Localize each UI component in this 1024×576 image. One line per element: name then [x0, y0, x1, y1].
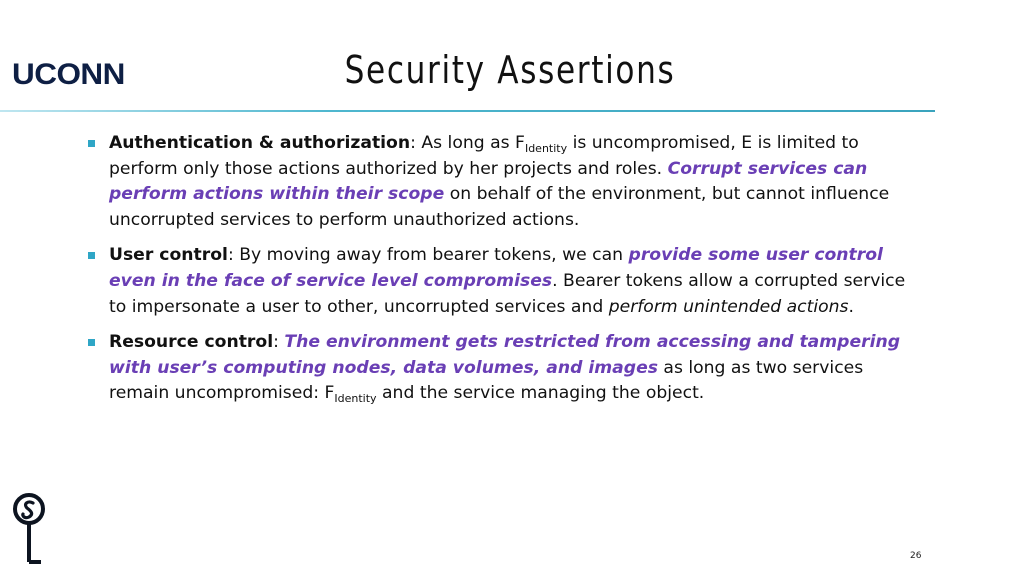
highlight-text: Corrupt services can perform actions within their scope	[109, 158, 868, 205]
bullet-lead: User control	[109, 245, 228, 266]
italic-text: perform unintended actions	[608, 296, 849, 317]
bullet-text: By moving away from bearer tokens, we can	[239, 245, 629, 266]
slide-body	[88, 131, 918, 417]
subscript: Identity	[334, 392, 377, 406]
highlight-text: provide some user control even in the face of service level compromises	[109, 245, 883, 291]
bullet-lead: Authentication & authorization	[109, 133, 411, 153]
bullet-text: As long as F	[421, 133, 525, 153]
bullet-text: as long as two services remain uncompromised: F	[109, 357, 864, 404]
title-divider	[0, 110, 935, 112]
square-bullet-icon	[88, 140, 95, 147]
slide-title: Security Assertions	[344, 48, 676, 92]
bullet-text: on behalf of the environment, but cannot influence uncorrupted services to perform unauthorized actions.	[109, 184, 890, 230]
square-bullet-icon	[88, 252, 95, 259]
bullet-lead: Resource control	[109, 332, 274, 353]
bullet-text: is uncompromised, E is limited to perform only those actions authorized by her projects and roles.	[109, 133, 859, 179]
bullet-text: . Bearer tokens allow a corrupted service to impersonate a user to other, uncorrupted services and	[109, 270, 906, 317]
bullet-separator: :	[410, 133, 422, 153]
bullet-authentication	[88, 131, 918, 233]
square-bullet-icon	[88, 339, 95, 346]
bullet-separator: :	[273, 332, 285, 353]
page-number: 26	[910, 551, 922, 561]
bullet-user-control	[88, 243, 918, 320]
lab-monogram-icon	[12, 492, 46, 572]
subscript: Identity	[524, 142, 568, 155]
bullet-text: and the service managing the object.	[376, 383, 705, 404]
bullet-separator: :	[227, 245, 240, 266]
bullet-text: .	[848, 296, 854, 317]
highlight-text: The environment gets restricted from accessing and tampering with user’s computing nodes, data volumes, and images	[109, 332, 901, 378]
bullet-resource-control	[88, 330, 918, 407]
uconn-logo: UCONN	[12, 58, 125, 91]
